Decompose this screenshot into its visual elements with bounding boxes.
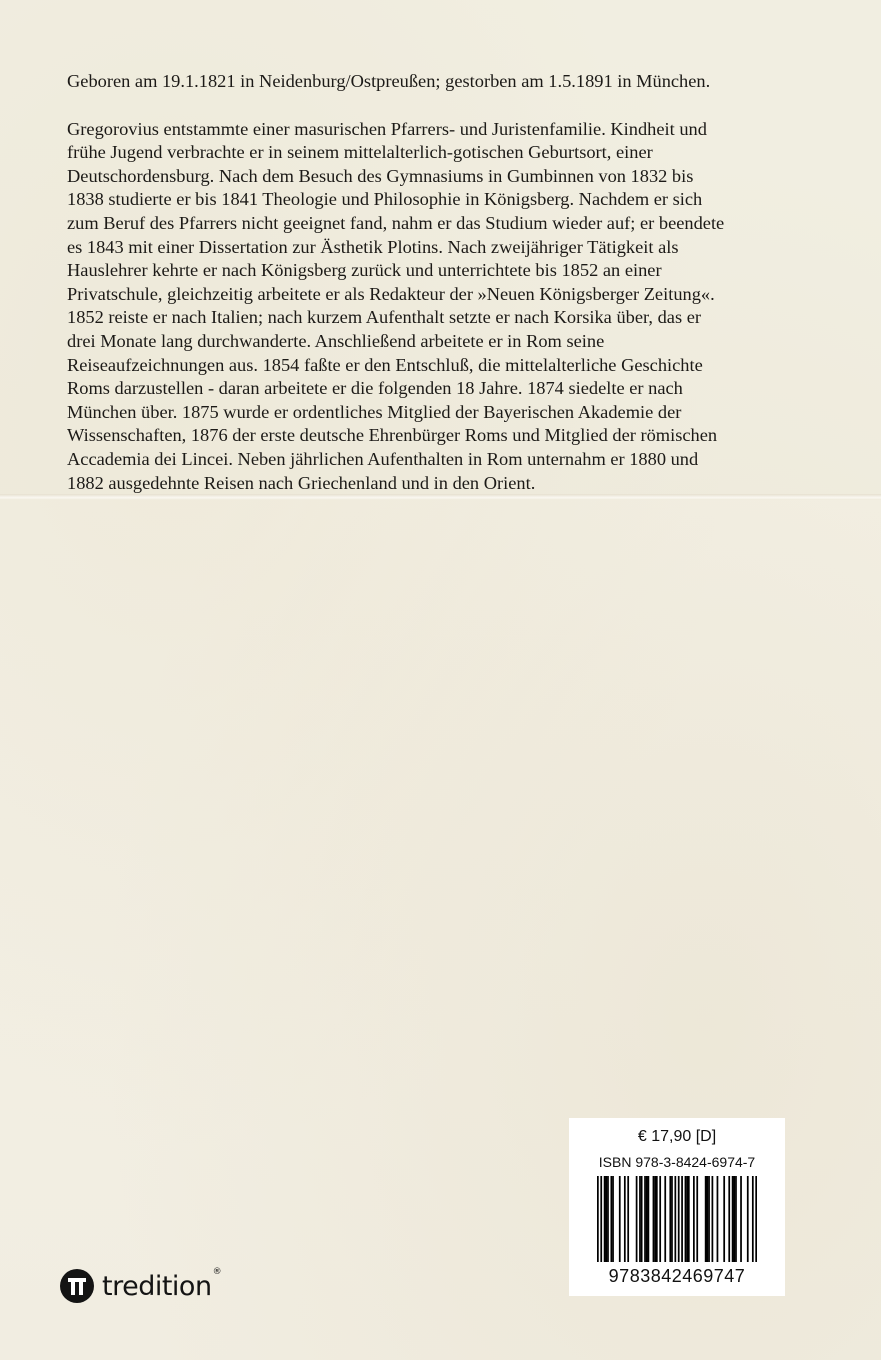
barcode-bar (624, 1176, 626, 1262)
publisher-name: tredition® (102, 1266, 222, 1302)
bio-line: Gregorovius entstammte einer masurischen Pfarrers- und Juristenfamilie. Kindheit und (67, 118, 707, 139)
bio-line: Wissenschaften, 1876 der erste deutsche Ehrenbürger Roms und Mitglied der römischen (67, 425, 718, 446)
barcode-bar (607, 1176, 609, 1262)
bio-intro: Geboren am 19.1.1821 in Neidenburg/Ostpreußen; gestorben am 1.5.1891 in München. (67, 71, 711, 91)
barcode-bar (752, 1176, 754, 1262)
barcode-bar (605, 1176, 607, 1262)
barcode-bar (717, 1176, 719, 1262)
barcode-bar (755, 1176, 757, 1262)
barcode-bar (656, 1176, 658, 1262)
barcode-bar (708, 1176, 710, 1262)
barcode-bar (600, 1176, 602, 1262)
price-label: € 17,90 [D] (637, 1128, 717, 1145)
registered-mark: ® (212, 1266, 222, 1277)
barcode-bar (597, 1176, 599, 1262)
barcode-bar (659, 1176, 661, 1262)
bio-line: 1838 studierte er bis 1841 Theologie und Philosophie in Königsberg. Nachdem er sich (67, 189, 703, 210)
barcode-bars (597, 1176, 757, 1262)
barcode-bar (681, 1176, 683, 1262)
barcode-bar (619, 1176, 621, 1262)
barcode-bar (664, 1176, 666, 1262)
barcode-bar (644, 1176, 646, 1262)
barcode-bar (612, 1176, 614, 1262)
barcode-bar (654, 1176, 656, 1262)
barcode-bar (733, 1176, 735, 1262)
barcode-bar (653, 1176, 655, 1262)
barcode-bar (648, 1176, 650, 1262)
barcode-bar (646, 1176, 648, 1262)
barcode-bar (641, 1176, 643, 1262)
barcode-bar (685, 1176, 687, 1262)
barcode-bar (686, 1176, 688, 1262)
publisher-logo (60, 1268, 221, 1304)
isbn-label: ISBN 978-3-8424-6974-7 (598, 1154, 756, 1170)
barcode-number: 9783842469747 (608, 1266, 746, 1286)
barcode-bar (669, 1176, 671, 1262)
bio-line: München über. 1875 wurde er ordentliches Mitglied der Bayerischen Akademie der (67, 401, 682, 422)
barcode-bar (671, 1176, 673, 1262)
barcode-bar (696, 1176, 698, 1262)
barcode-bar (712, 1176, 714, 1262)
barcode-bar (639, 1176, 641, 1262)
barcode-bar (747, 1176, 749, 1262)
barcode-bar (723, 1176, 725, 1262)
bio-line: drei Monate lang durchwanderte. Anschließend arbeitete er in Rom seine (67, 330, 605, 351)
barcode-bar (728, 1176, 730, 1262)
bio-line: Accademia dei Lincei. Neben jährlichen Aufenthalten in Rom unternahm er 1880 und (67, 448, 699, 469)
price-barcode-box (569, 1118, 785, 1296)
barcode-bar (688, 1176, 690, 1262)
bio-line: Roms darzustellen - daran arbeitete er die folgenden 18 Jahre. 1874 siedelte er nach (67, 378, 683, 399)
bio-line: Privatschule, gleichzeitig arbeitete er als Redakteur der »Neuen Königsberger Zeitung«. (67, 283, 715, 304)
bio-line: 1882 ausgedehnte Reisen nach Griechenland und in den Orient. (67, 472, 536, 493)
bio-line: Deutschordensburg. Nach dem Besuch des Gymnasiums in Gumbinnen von 1832 bis (67, 165, 694, 186)
barcode-bar (636, 1176, 638, 1262)
bio-paragraph (67, 118, 797, 496)
barcode-bar (740, 1176, 742, 1262)
barcode-bar (674, 1176, 676, 1262)
author-biography (67, 70, 797, 495)
barcode-bar (705, 1176, 707, 1262)
barcode-bar (732, 1176, 734, 1262)
bio-line: es 1843 mit einer Dissertation zur Ästhetik Plotins. Nach zweijähriger Tätigkeit als (67, 236, 679, 257)
bio-line: Reiseaufzeichnungen aus. 1854 faßte er den Entschluß, die mittelalterliche Geschichte (67, 354, 703, 375)
bio-line: frühe Jugend verbrachte er in seinem mittelalterlich-gotischen Geburtsort, einer (67, 142, 653, 163)
tredition-logo-icon (60, 1269, 94, 1303)
barcode-bar (678, 1176, 680, 1262)
bio-line: 1852 reiste er nach Italien; nach kurzem Aufenthalt setzte er nach Korsika über, das er (67, 307, 701, 328)
barcode-bar (627, 1176, 629, 1262)
barcode-bar (693, 1176, 695, 1262)
barcode-bar (610, 1176, 612, 1262)
barcode-bar (604, 1176, 606, 1262)
barcode-bar (735, 1176, 737, 1262)
bio-line: zum Beruf des Pfarrers nicht geeignet fand, nahm er das Studium wieder auf; er beendete (67, 212, 725, 233)
bio-line: Hauslehrer kehrte er nach Königsberg zurück und unterrichtete bis 1852 an einer (67, 260, 662, 281)
barcode-bar (706, 1176, 708, 1262)
